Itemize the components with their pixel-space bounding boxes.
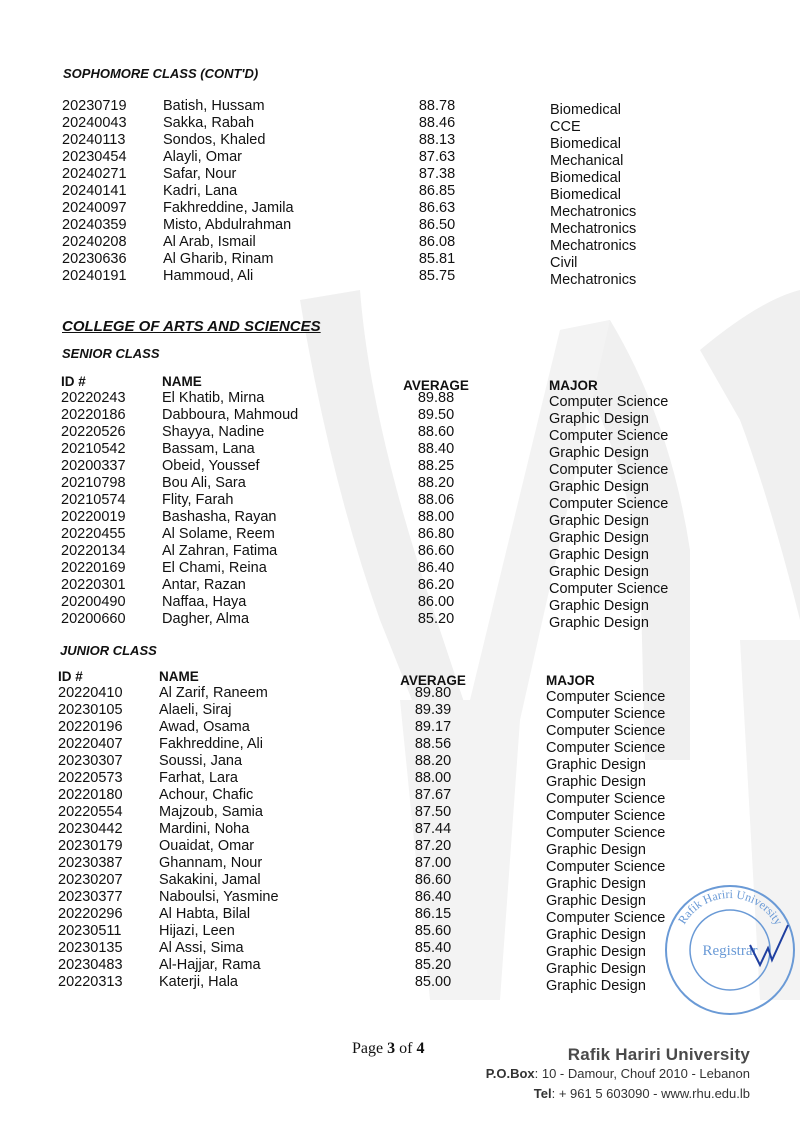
- student-major: Computer Science: [546, 723, 666, 739]
- student-name: Sakka, Rabah: [163, 115, 255, 131]
- student-name: Alayli, Omar: [163, 149, 242, 165]
- student-average: 88.60: [417, 424, 455, 440]
- student-id: 20220180: [58, 787, 123, 803]
- student-id: 20230511: [58, 923, 122, 939]
- student-name: Awad, Osama: [159, 719, 250, 735]
- student-name: Flity, Farah: [162, 492, 234, 508]
- student-name: Obeid, Youssef: [162, 458, 260, 474]
- student-name: Ghannam, Nour: [159, 855, 263, 871]
- student-average: 89.80: [414, 685, 452, 701]
- student-id: 20200337: [61, 458, 126, 474]
- student-major: Computer Science: [546, 689, 666, 705]
- student-major: Computer Science: [549, 428, 669, 444]
- student-id: 20220301: [61, 577, 126, 593]
- student-id: 20220169: [61, 560, 126, 576]
- student-id: 20220455: [61, 526, 126, 542]
- student-major: Computer Science: [546, 910, 666, 926]
- student-id: 20220407: [58, 736, 123, 752]
- student-major: Graphic Design: [549, 445, 649, 461]
- header-id: ID #: [58, 669, 83, 684]
- student-name: Al Zarif, Raneem: [159, 685, 268, 701]
- student-average: 88.13: [418, 132, 456, 148]
- student-id: 20220134: [61, 543, 126, 559]
- student-name: Dagher, Alma: [162, 611, 250, 627]
- student-average: 89.88: [417, 390, 455, 406]
- student-major: Computer Science: [546, 859, 666, 875]
- student-average: 85.20: [417, 611, 455, 627]
- student-average: 85.40: [414, 940, 452, 956]
- student-id: 20230207: [58, 872, 123, 888]
- student-average: 86.15: [414, 906, 452, 922]
- student-major: Graphic Design: [546, 893, 646, 909]
- student-major: Graphic Design: [546, 978, 646, 994]
- student-major: Graphic Design: [549, 564, 649, 580]
- student-major: Mechatronics: [550, 238, 637, 254]
- student-name: Al-Hajjar, Rama: [159, 957, 261, 973]
- student-id: 20210798: [61, 475, 126, 491]
- student-id: 20220554: [58, 804, 123, 820]
- registrar-stamp: [660, 880, 800, 1020]
- student-id: 20220019: [61, 509, 126, 525]
- student-major: Mechatronics: [550, 204, 637, 220]
- student-average: 86.60: [417, 543, 455, 559]
- header-id: ID #: [61, 374, 86, 389]
- student-id: 20220573: [58, 770, 123, 786]
- student-major: Biomedical: [550, 136, 621, 152]
- student-id: 20210574: [61, 492, 126, 508]
- student-average: 86.63: [418, 200, 456, 216]
- student-name: Shayya, Nadine: [162, 424, 265, 440]
- student-average: 85.75: [418, 268, 456, 284]
- university-name: Rafik Hariri University: [567, 1045, 750, 1064]
- student-id: 20200490: [61, 594, 126, 610]
- student-average: 88.40: [417, 441, 455, 457]
- student-id: 20220313: [58, 974, 123, 990]
- student-major: Graphic Design: [549, 513, 649, 529]
- student-id: 20220196: [58, 719, 123, 735]
- student-name: Farhat, Lara: [159, 770, 238, 786]
- student-average: 86.50: [418, 217, 456, 233]
- student-name: Hijazi, Leen: [159, 923, 235, 939]
- student-id: 20220410: [58, 685, 123, 701]
- student-major: Graphic Design: [546, 927, 646, 943]
- student-id: 20220186: [61, 407, 126, 423]
- student-major: Graphic Design: [549, 598, 649, 614]
- student-average: 87.38: [418, 166, 456, 182]
- student-id: 20240359: [62, 217, 127, 233]
- student-major: Computer Science: [549, 581, 669, 597]
- student-major: Computer Science: [549, 496, 669, 512]
- student-name: Achour, Chafic: [159, 787, 254, 803]
- student-id: 20230105: [58, 702, 123, 718]
- student-major: Graphic Design: [546, 876, 646, 892]
- student-id: 20220296: [58, 906, 123, 922]
- sophomore-cont-title: SOPHOMORE CLASS (CONT'D): [63, 66, 259, 81]
- student-major: Graphic Design: [549, 547, 649, 563]
- student-name: Kadri, Lana: [163, 183, 238, 199]
- student-name: Fakhreddine, Ali: [159, 736, 263, 752]
- student-id: 20240271: [62, 166, 127, 182]
- student-name: Sakakini, Jamal: [159, 872, 261, 888]
- student-name: Al Solame, Reem: [162, 526, 275, 542]
- senior-class-title: SENIOR CLASS: [62, 346, 160, 361]
- student-major: Computer Science: [549, 462, 669, 478]
- student-id: 20230387: [58, 855, 123, 871]
- student-id: 20230483: [58, 957, 123, 973]
- student-average: 85.60: [414, 923, 452, 939]
- student-major: Graphic Design: [546, 757, 646, 773]
- student-major: Graphic Design: [546, 961, 646, 977]
- student-id: 20230636: [62, 251, 127, 267]
- student-major: Mechatronics: [550, 221, 637, 237]
- student-name: Ouaidat, Omar: [159, 838, 255, 854]
- student-average: 89.17: [414, 719, 452, 735]
- student-id: 20220526: [61, 424, 126, 440]
- student-major: Graphic Design: [546, 944, 646, 960]
- student-name: Naboulsi, Yasmine: [159, 889, 279, 905]
- student-average: 86.40: [417, 560, 455, 576]
- student-average: 87.20: [414, 838, 452, 854]
- student-average: 86.85: [418, 183, 456, 199]
- student-name: Antar, Razan: [162, 577, 246, 593]
- student-id: 20240113: [62, 132, 126, 148]
- student-major: Graphic Design: [549, 615, 649, 631]
- student-average: 85.81: [418, 251, 456, 267]
- student-name: Dabboura, Mahmoud: [162, 407, 299, 423]
- header-name: NAME: [162, 374, 202, 389]
- student-major: Graphic Design: [546, 774, 646, 790]
- student-average: 89.50: [417, 407, 455, 423]
- student-id: 20240043: [62, 115, 127, 131]
- student-id: 20240097: [62, 200, 127, 216]
- svg-text:Rafik Hariri University: [675, 887, 786, 928]
- student-average: 88.25: [417, 458, 455, 474]
- student-id: 20230719: [62, 98, 127, 114]
- pobox-value: : 10 - Damour, Chouf 2010 - Lebanon: [534, 1066, 750, 1081]
- student-major: Biomedical: [550, 187, 621, 203]
- student-id: 20200660: [61, 611, 126, 627]
- student-name: Bashasha, Rayan: [162, 509, 277, 525]
- college-title: COLLEGE OF ARTS AND SCIENCES: [62, 318, 321, 335]
- student-major: Computer Science: [546, 825, 666, 841]
- header-average: AVERAGE: [403, 378, 469, 393]
- student-major: Computer Science: [546, 791, 666, 807]
- header-name: NAME: [159, 669, 199, 684]
- student-major: Civil: [550, 255, 578, 271]
- tel-label: Tel: [533, 1086, 552, 1101]
- student-major: Computer Science: [549, 394, 669, 410]
- page-number: [352, 1040, 424, 1058]
- student-major: Graphic Design: [549, 411, 649, 427]
- pobox-label: P.O.Box: [485, 1066, 535, 1081]
- student-name: Al Habta, Bilal: [159, 906, 251, 922]
- student-average: 85.00: [414, 974, 452, 990]
- student-average: 87.44: [414, 821, 452, 837]
- page-total: 4: [416, 1040, 425, 1057]
- student-average: 86.20: [417, 577, 455, 593]
- student-id: 20230179: [58, 838, 123, 854]
- student-name: Safar, Nour: [163, 166, 237, 182]
- student-id: 20230307: [58, 753, 123, 769]
- student-name: El Chami, Reina: [162, 560, 267, 576]
- student-id: 20220243: [61, 390, 126, 406]
- student-average: 86.80: [417, 526, 455, 542]
- stamp-ring-text: Rafik Hariri University: [675, 886, 786, 928]
- header-major: MAJOR: [549, 378, 598, 393]
- student-average: 88.00: [417, 509, 455, 525]
- student-major: Biomedical: [550, 170, 621, 186]
- junior-class-title: JUNIOR CLASS: [60, 643, 157, 658]
- student-name: Al Arab, Ismail: [163, 234, 256, 250]
- header-major: MAJOR: [546, 673, 595, 688]
- student-name: Al Zahran, Fatima: [162, 543, 278, 559]
- student-major: Biomedical: [550, 102, 621, 118]
- student-average: 87.50: [414, 804, 452, 820]
- student-name: Bassam, Lana: [162, 441, 255, 457]
- student-average: 88.46: [418, 115, 456, 131]
- student-name: Alaeli, Siraj: [159, 702, 232, 718]
- student-name: Al Gharib, Rinam: [163, 251, 274, 267]
- student-id: 20240141: [62, 183, 127, 199]
- student-major: Computer Science: [546, 706, 666, 722]
- student-average: 88.56: [414, 736, 452, 752]
- student-average: 88.78: [418, 98, 456, 114]
- student-average: 88.20: [414, 753, 452, 769]
- student-id: 20230442: [58, 821, 123, 837]
- student-major: Mechatronics: [550, 272, 637, 288]
- contact: [534, 1086, 750, 1101]
- student-name: Al Assi, Sima: [159, 940, 244, 956]
- header-average: AVERAGE: [400, 673, 466, 688]
- student-name: Misto, Abdulrahman: [163, 217, 292, 233]
- address: [486, 1066, 750, 1081]
- student-id: 20240208: [62, 234, 127, 250]
- student-average: 87.63: [418, 149, 456, 165]
- student-name: Naffaa, Haya: [162, 594, 247, 610]
- student-major: Graphic Design: [549, 530, 649, 546]
- student-major: Computer Science: [546, 740, 666, 756]
- student-name: Bou Ali, Sara: [162, 475, 246, 491]
- student-average: 86.40: [414, 889, 452, 905]
- student-name: Mardini, Noha: [159, 821, 250, 837]
- student-average: 85.20: [414, 957, 452, 973]
- student-average: 88.20: [417, 475, 455, 491]
- student-id: 20230454: [62, 149, 127, 165]
- student-name: Hammoud, Ali: [163, 268, 254, 284]
- student-average: 88.00: [414, 770, 452, 786]
- student-average: 86.00: [417, 594, 455, 610]
- student-id: 20240191: [62, 268, 127, 284]
- tel-value: : + 961 5 603090 - www.rhu.edu.lb: [551, 1086, 750, 1101]
- page-current: 3: [387, 1040, 396, 1057]
- student-average: 87.67: [414, 787, 452, 803]
- student-name: Katerji, Hala: [159, 974, 238, 990]
- student-name: Batish, Hussam: [163, 98, 265, 114]
- student-name: El Khatib, Mirna: [162, 390, 265, 406]
- student-name: Majzoub, Samia: [159, 804, 263, 820]
- student-name: Soussi, Jana: [159, 753, 243, 769]
- student-major: Computer Science: [546, 808, 666, 824]
- page-mid: of: [395, 1040, 417, 1057]
- student-average: 87.00: [414, 855, 452, 871]
- student-name: Fakhreddine, Jamila: [163, 200, 294, 216]
- student-name: Sondos, Khaled: [163, 132, 266, 148]
- student-id: 20210542: [61, 441, 126, 457]
- page-prefix: Page: [352, 1040, 388, 1057]
- student-id: 20230377: [58, 889, 123, 905]
- student-major: Mechanical: [550, 153, 624, 169]
- stamp-center-text: Registrar: [702, 943, 758, 959]
- student-average: 86.60: [414, 872, 452, 888]
- student-id: 20230135: [58, 940, 123, 956]
- student-major: Graphic Design: [549, 479, 649, 495]
- student-average: 89.39: [414, 702, 452, 718]
- student-major: Graphic Design: [546, 842, 646, 858]
- student-average: 88.06: [417, 492, 455, 508]
- student-average: 86.08: [418, 234, 456, 250]
- student-major: CCE: [550, 119, 581, 135]
